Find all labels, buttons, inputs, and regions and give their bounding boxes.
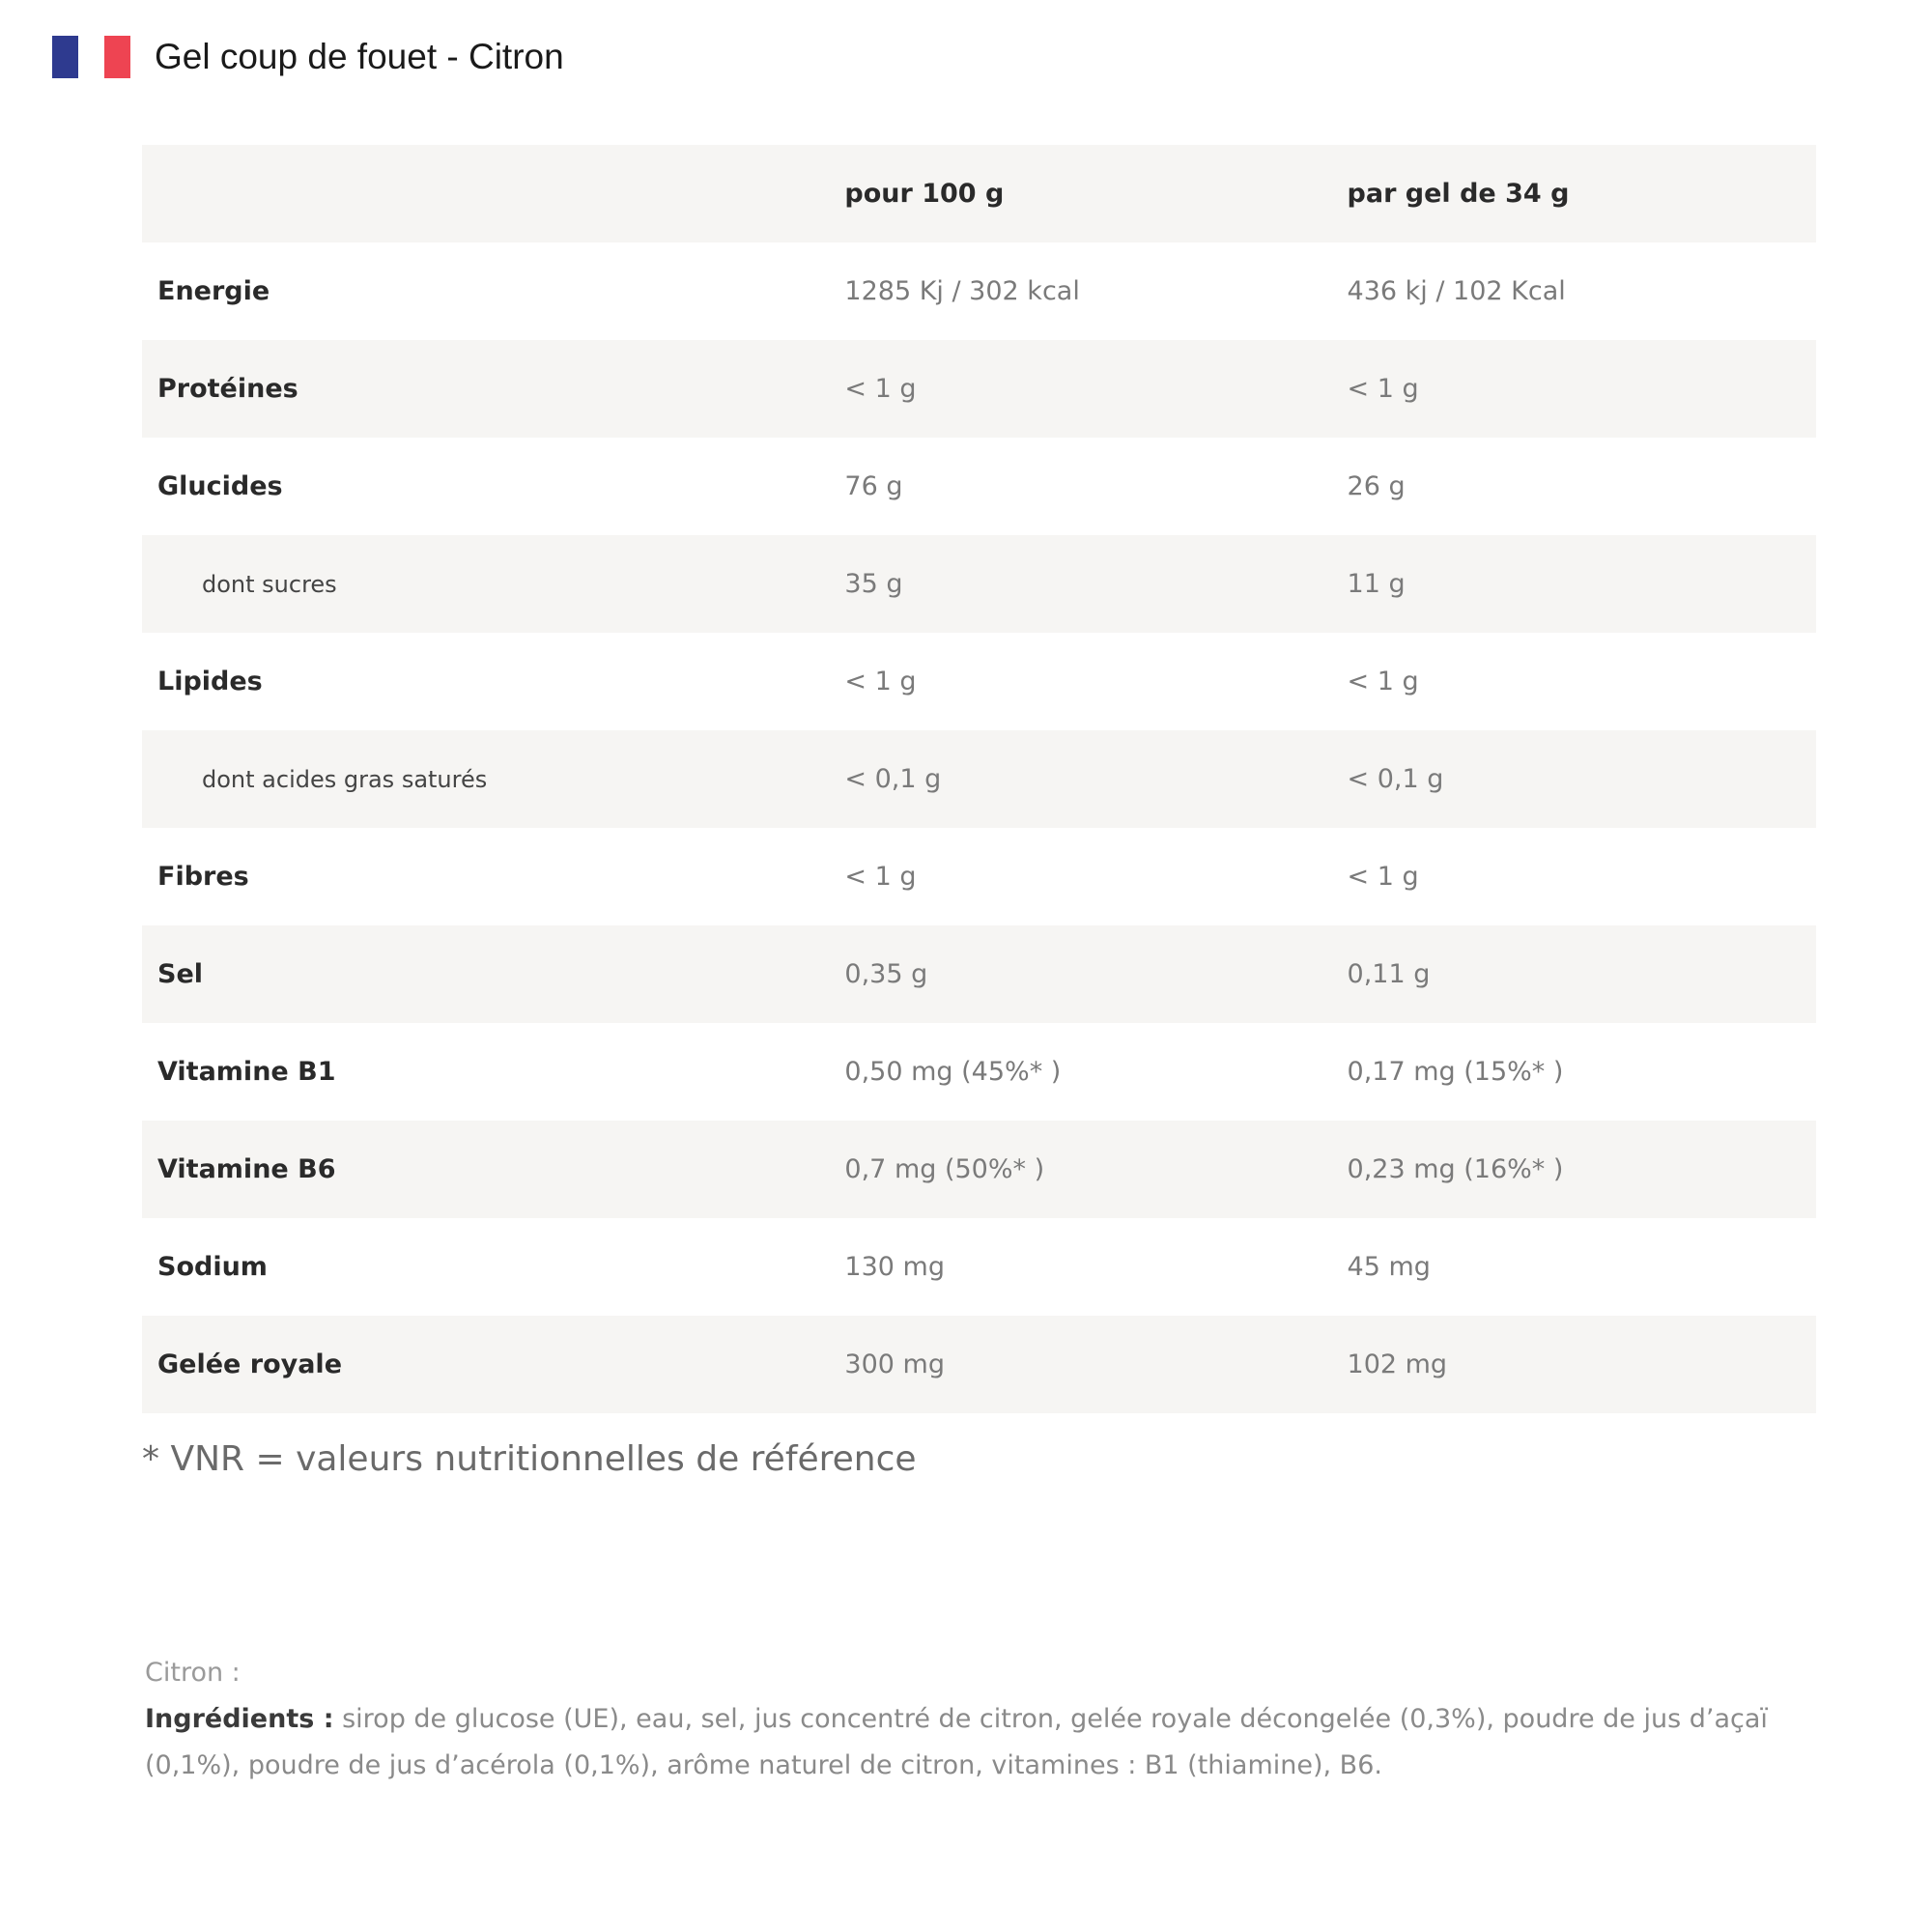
value-per-gel: 0,17 mg (15%* ) [1347,1057,1564,1087]
value-per-100g: 35 g [844,569,903,599]
table-row [142,340,1816,438]
page-header [52,35,564,79]
column-header-per-gel: par gel de 34 g [1347,179,1570,209]
value-per-100g: < 1 g [844,374,917,404]
nutrient-label: Glucides [157,471,283,501]
nutrient-label: Energie [157,276,270,306]
value-per-100g: 0,50 mg (45%* ) [844,1057,1062,1087]
nutrition-table-body [142,242,1816,1413]
table-row [142,1316,1816,1413]
value-per-gel: 436 kj / 102 Kcal [1347,276,1566,306]
nutrition-table [142,145,1816,1413]
value-per-gel: 45 mg [1347,1252,1431,1282]
value-per-100g: 0,7 mg (50%* ) [844,1154,1045,1184]
value-per-100g: < 1 g [844,667,917,696]
table-row [142,828,1816,925]
value-per-100g: 130 mg [844,1252,945,1282]
column-header-nutrient [142,145,844,242]
table-row [142,242,1816,340]
nutrient-label: Sodium [157,1252,268,1282]
table-row [142,535,1816,633]
table-row [142,438,1816,535]
nutrient-label: dont acides gras saturés [202,765,488,793]
vnr-footnote: * VNR = valeurs nutritionnelles de référence [142,1439,917,1479]
nutrient-label: Fibres [157,862,249,892]
nutrient-label: Gelée royale [157,1350,343,1379]
value-per-100g: 0,35 g [844,959,928,989]
value-per-gel: 0,11 g [1347,959,1431,989]
value-per-100g: < 1 g [844,862,917,892]
french-flag-icon [52,36,130,78]
value-per-100g: < 0,1 g [844,764,942,794]
ingredients-block [145,1650,1826,1789]
nutrient-label: dont sucres [202,570,337,598]
value-per-100g: 300 mg [844,1350,945,1379]
table-row [142,633,1816,730]
table-row [142,730,1816,828]
table-row [142,1218,1816,1316]
value-per-gel: < 0,1 g [1347,764,1444,794]
column-header-per-100g: pour 100 g [844,179,1005,209]
nutrient-label: Vitamine B1 [157,1057,336,1087]
nutrient-label: Sel [157,959,204,989]
table-header-row [142,145,1816,242]
value-per-gel: < 1 g [1347,374,1419,404]
nutrient-label: Protéines [157,374,298,404]
table-row [142,1023,1816,1121]
ingredients-text: sirop de glucose (UE), eau, sel, jus concentré de citron, gelée royale décongelée (0,3%), poudre de jus d’açaï (0,1%), poudre de jus d’acérola (0,1%), arôme naturel de citron, vitamines : B1 (thiamine), B6. [145,1704,1768,1780]
value-per-gel: < 1 g [1347,667,1419,696]
value-per-gel: 0,23 mg (16%* ) [1347,1154,1564,1184]
value-per-100g: 1285 Kj / 302 kcal [844,276,1080,306]
flavour-label: Citron : [145,1658,241,1688]
value-per-gel: < 1 g [1347,862,1419,892]
value-per-100g: 76 g [844,471,903,501]
table-row [142,925,1816,1023]
value-per-gel: 26 g [1347,471,1406,501]
product-title: Gel coup de fouet - Citron [155,37,564,76]
nutrient-label: Vitamine B6 [157,1154,336,1184]
value-per-gel: 11 g [1347,569,1406,599]
ingredients-heading: Ingrédients : [145,1704,334,1734]
table-row [142,1121,1816,1218]
nutrient-label: Lipides [157,667,263,696]
value-per-gel: 102 mg [1347,1350,1448,1379]
